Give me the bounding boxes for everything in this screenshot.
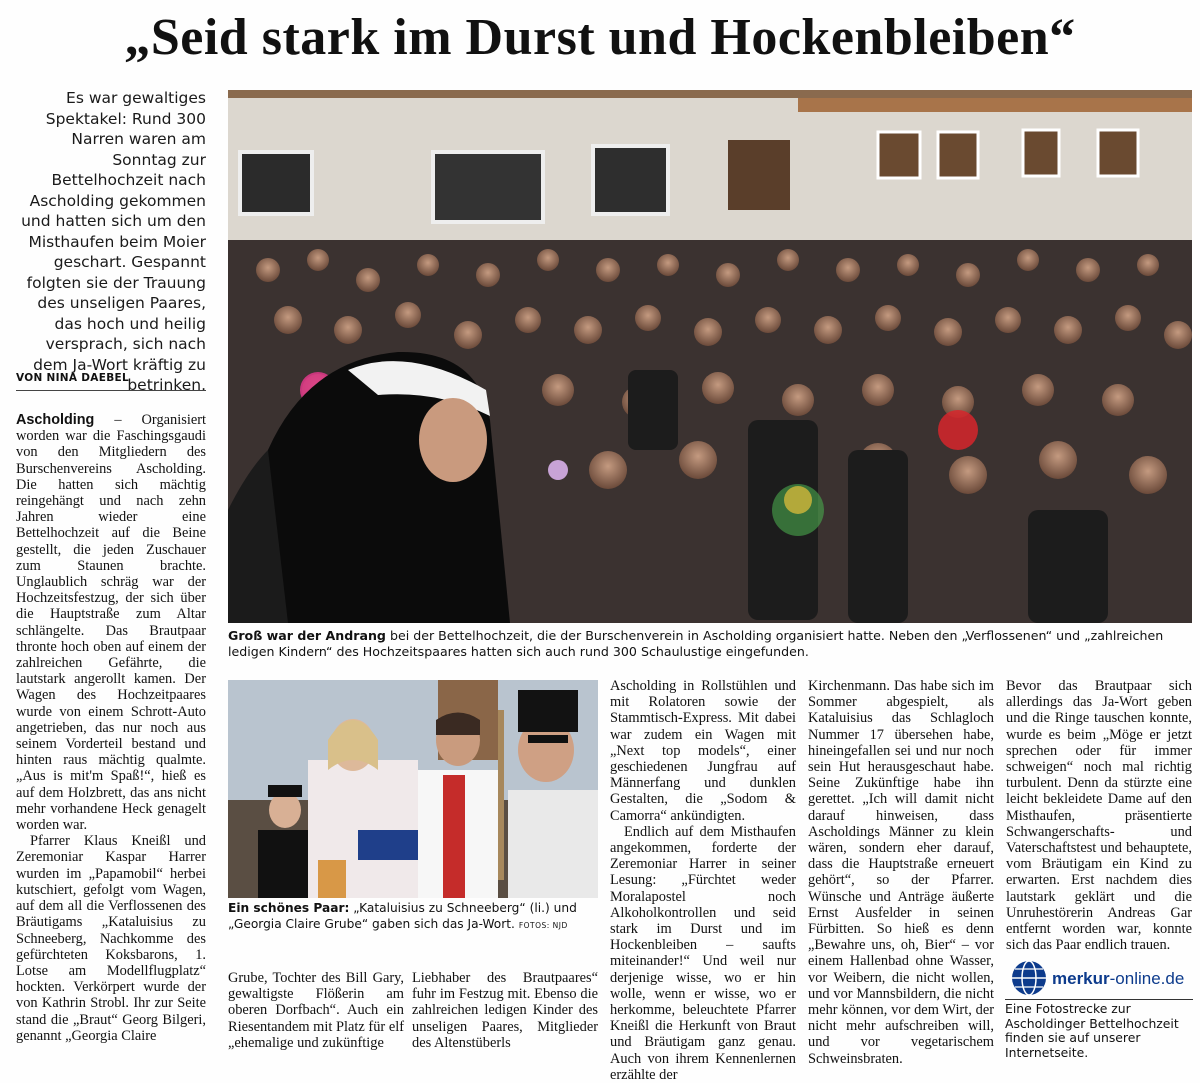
col2-paragraph: Grube, Tochter des Bill Gary, gewaltigste Flößerin am oberen Dorfbach“. Auch ein Riesentandem mit Platz für elf „ehemalige und zukünftige [228,970,404,1051]
merkur-online-link[interactable] [1052,969,1184,989]
photo-credit: FOTOS: NJD [518,921,568,930]
article-lead: Es war gewaltiges Spektakel: Rund 300 Narren waren am Sonntag zur Bettelhochzeit nach Ascholding gekommen und hatten sich um den Misthaufen beim Moier geschart. Gespannt folgten sie der Trauung des unseligen Paares, das hoch und heilig versprach, sich nach dem Ja-Wort kräftig zu betrinken. [21,89,206,394]
body-column-1 [16,412,206,1044]
col4-paragraph-2: Endlich auf dem Misthaufen angekommen, forderte der Zeremoniar Harrer in seiner Lesung: „Fürchtet weder Moralapostel noch Alkoholkontrollen und seid stark im Durst und im Hockenbleiben – saufts miteinander!“ Und weil nur derjenige wisse, wo er hin wolle, wenn er wisse, wo er herkomme, beleuchtete Pfarrer Kneißl die Herkunft von Braut und Bräutigam ganz genau. Auch von ihrem Kennenlernen erzählte der [610,823,796,1083]
col1-paragraph-2: Pfarrer Klaus Kneißl und Zeremoniar Kaspar Harrer wurden im „Papamobil“ herbei kutschiert, gefolgt vom Wagen, auf dem all die Verflossenen des Bräutigams „Kataluisius zu Schneeberg, Nachkomme des gefürchteten Koksbarons, 1. Lotse am Modellflugplatz“ hockten. Verkörpert wurde der von Kathrin Strobl. Ihr zur Seite stand die „Braut“ Georg Bilgeri, genannt „Georgia Claire [16,833,206,1044]
second-caption-text: „Kataluisius zu Schneeberg“ (li.) und „Georgia Claire Grube“ gaben sich das Ja-Wort. [228,901,577,931]
body-column-5 [808,678,994,1067]
main-caption-bold: Groß war der Andrang [228,628,386,643]
merkur-online-logo[interactable] [1008,958,1193,998]
merkur-brand: merkur [1052,969,1110,988]
author-byline: VON NINA DAEBEL [16,372,206,391]
col6-paragraph: Bevor das Brautpaar sich allerdings das Ja-Wort geben und die Ringe tauschen konnte, wurde es beim „Möge er jetzt sprechen oder für immer schweigen“ noch mal richtig turbulent. Denn da stürzte eine leicht bekleidete Dame auf den Misthaufen, präsentierte Schwangerschafts- und Vaterschaftstest und behauptete, vom Bräutigam ein Kind zu erwarten. Erst nachdem dies lautstark geklärt und die Unruhestörerin Andreas Gar entfernt worden war, konnte sich das Paar endlich trauen. [1006,678,1192,954]
col5-paragraph: Kirchenmann. Das habe sich im Sommer abgespielt, als Kataluisius das Schlagloch Nummer 17 übersehen habe, hineingefallen sei und nur noch sein Hut herausgeschaut habe. Seine Zukünftige habe ihn gerettet. „Ich will damit nicht darauf hinweisen, dass Ascholdings Männer zu klein wären, sondern eher darauf, dass die Hauptstraße erneuert gehört“, so der Pfarrer. Wünsche und Anträge äußerte Ernst Ausfelder in seinen Fürbitten. So hieß es denn „Bewahre uns, oh, Bier“ – vor einem Hallenbad ohne Wasser, vor Weibern, die nicht wollen, und vor Mannsbildern, die nicht mehr können, vor dem Wirt, der nicht mehr aufschreiben will, und vor vegetarischem Schweinsbraten. [808,678,994,1067]
col3-paragraph: Liebhaber des Brautpaares“ fuhr im Festzug mit. Ebenso die zahlreichen ledigen Kinder des unseligen Paares, Mitglieder des Altenstüberls [412,970,598,1051]
second-photo-couple [228,680,598,898]
col4-paragraph-1: Ascholding in Rollstühlen und mit Rolatoren sowie der Stammtisch-Express. Mit dabei war zudem ein Wagen mit „Next top models“, einer geschiedenen Jungfrau auf Männerfang und dunklen Gestalten, die „Sodom & Camorra“ ankündigten. [610,678,796,824]
body-column-6 [1006,678,1192,953]
promo-divider [1005,999,1193,1000]
second-caption-bold: Ein schönes Paar: [228,901,350,915]
merkur-promo-text: Eine Fotostrecke zur Ascholdinger Bettelhochzeit finden sie auf unserer Internetseite. [1005,1001,1179,1060]
main-caption-text: bei der Bettelhochzeit, die der Burschenverein in Ascholding organisiert hatte. Neben den „Verflossenen“ und „zahlreichen ledigen Kindern“ des Hochzeitspaares hatten sich auch rund 300 Schaulustige eingefunden. [228,628,1164,659]
globe-icon [1010,959,1048,997]
article-headline: „Seid stark im Durst und Hockenbleiben“ [124,9,1076,66]
main-photo-caption [228,628,1192,660]
main-photo-crowd [228,90,1192,623]
dateline: Ascholding [16,412,95,428]
body-column-4 [610,678,796,1083]
body-column-2 [228,970,404,1051]
merkur-domain: -online.de [1109,969,1185,988]
body-column-3 [412,970,598,1051]
col1-paragraph-1: – Organisiert worden war die Faschingsgaudi von den Mitgliedern des Burschenvereins Ascholding. Die hatten sich mächtig reingehängt und nach zehn Jahren wieder eine Bettelhochzeit auf die Beine gestellt, die jeden Zuschauer zum Staunen brachte. Unglaublich schräg war der Hochzeitsfestzug, der sich über die Hauptstraße zum Altar schlängelte. Das Brautpaar thronte hoch oben auf einem der zahlreichen Gefährte, die lautstark angerollt kamen. Der Wagen des Hochzeitpaares wurde von einem Schrott-Auto angetrieben, das nur noch aus seinem Vorderteil bestand und hinten raus mächtig qualmte. „Aus is mit'm Spaß!“, hieß es auf dem Holzbrett, das ans nicht mehr vorhandene Heck genagelt worden war. [16,412,206,834]
second-photo-caption [228,900,598,934]
